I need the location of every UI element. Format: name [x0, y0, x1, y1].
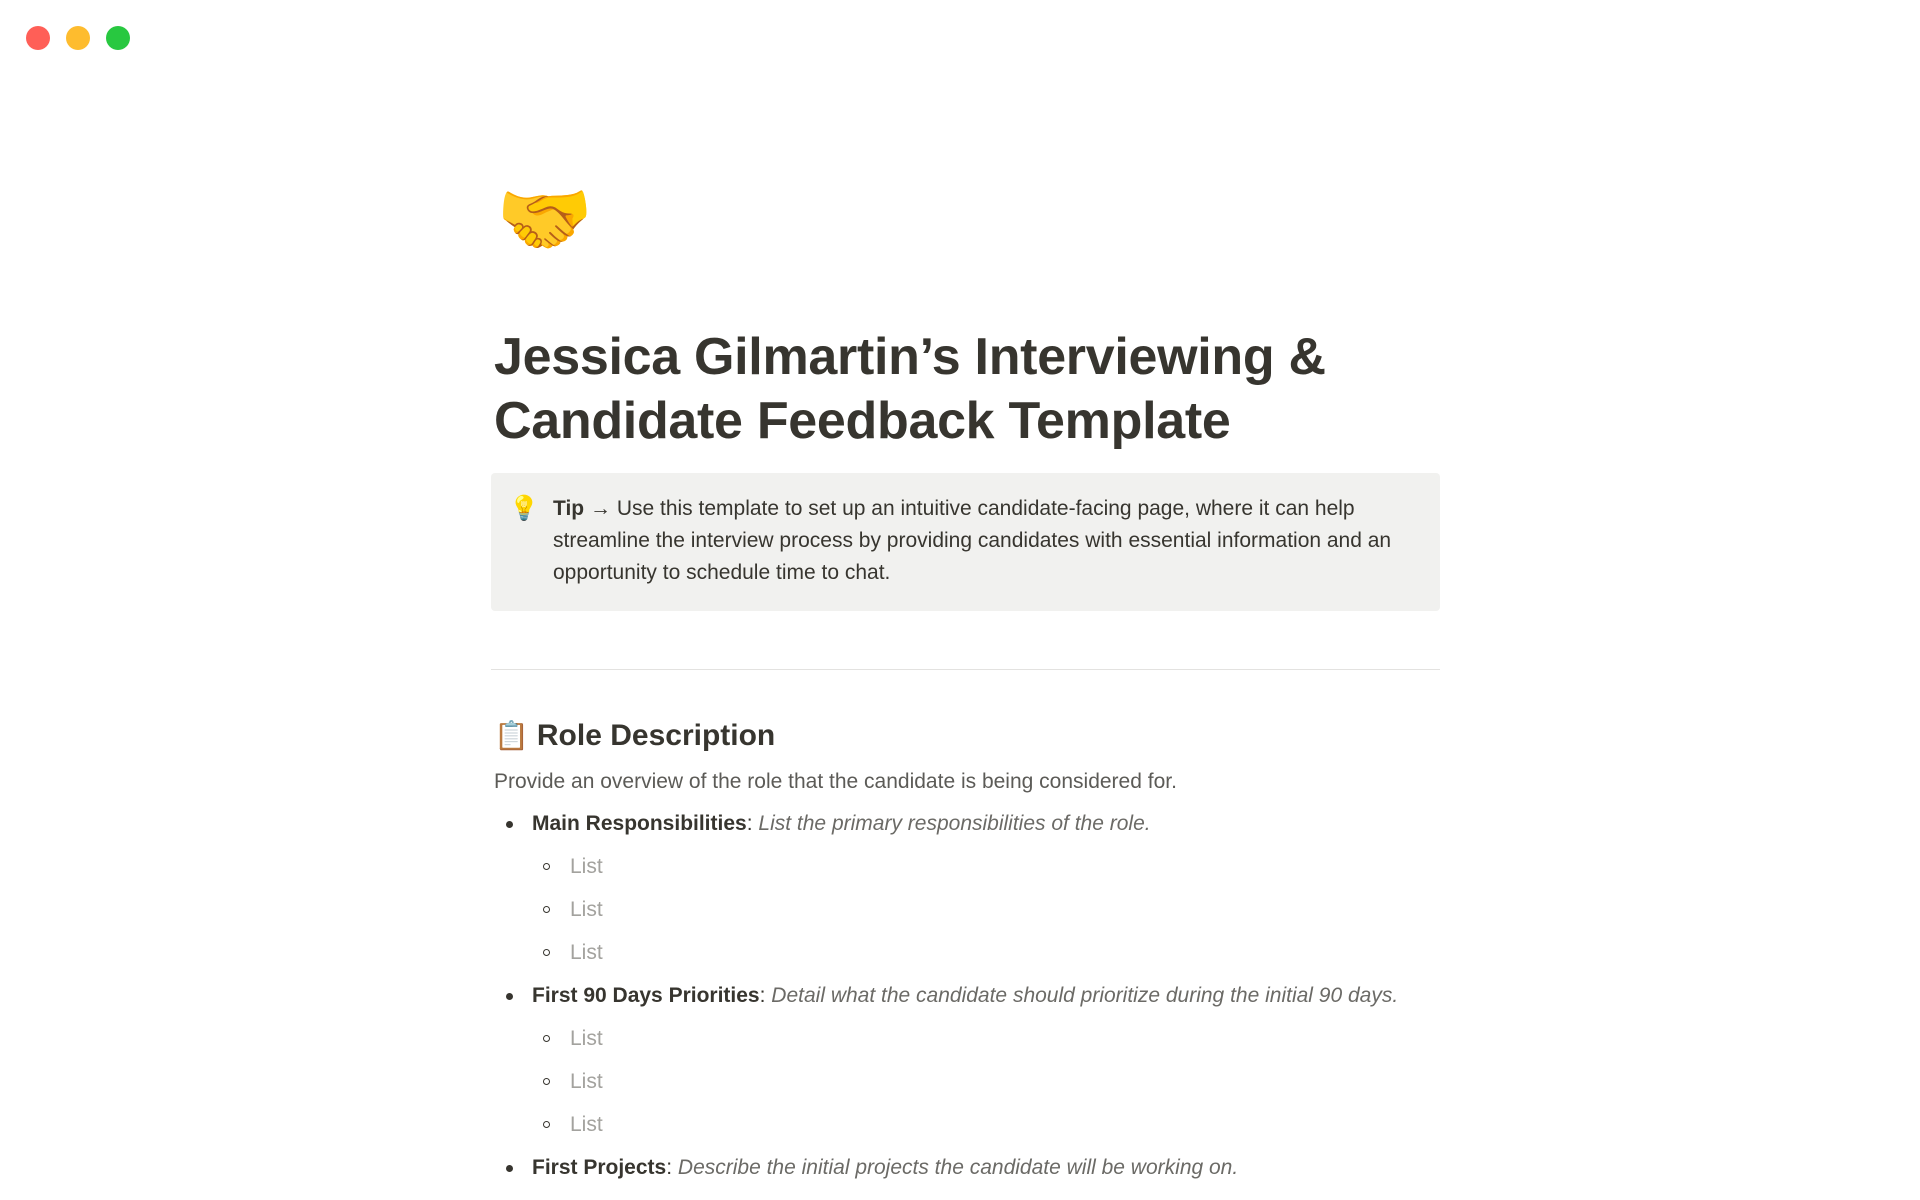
- bullet-hint: List the primary responsibilities of the role.: [758, 812, 1151, 835]
- close-window-button[interactable]: [26, 26, 50, 50]
- handshake-icon[interactable]: 🤝: [496, 175, 594, 263]
- sub-list: [532, 1023, 1444, 1141]
- page-title-line-2: Candidate Feedback Template: [494, 392, 1231, 450]
- minimize-window-button[interactable]: [66, 26, 90, 50]
- bullet-label: First Projects: [532, 1156, 667, 1179]
- bullet-colon: :: [759, 984, 766, 1007]
- bullet-label: First 90 Days Priorities: [532, 984, 760, 1007]
- bullet-hint: Detail what the candidate should prioritize during the initial 90 days.: [771, 984, 1399, 1007]
- sub-list-item[interactable]: List: [532, 1109, 1444, 1141]
- section-heading[interactable]: [494, 716, 1444, 756]
- sub-list-item[interactable]: List: [532, 1023, 1444, 1055]
- bullet-item-main-responsibilities[interactable]: [494, 808, 1444, 969]
- role-bullet-list: [494, 808, 1444, 1184]
- page-title[interactable]: [494, 325, 1444, 453]
- page-content: [494, 175, 1444, 1195]
- sub-list-item[interactable]: List: [532, 894, 1444, 926]
- window-controls: [26, 26, 130, 50]
- lightbulb-icon: 💡: [509, 495, 539, 522]
- clipboard-icon: 📋: [494, 720, 529, 751]
- sub-list: [532, 851, 1444, 969]
- arrow-right-icon: →: [589, 497, 611, 520]
- bullet-item-first-90-days[interactable]: [494, 980, 1444, 1141]
- bullet-colon: :: [666, 1156, 673, 1179]
- sub-list-item[interactable]: List: [532, 1066, 1444, 1098]
- sub-list-item[interactable]: List: [532, 851, 1444, 883]
- callout-label: Tip: [553, 497, 585, 520]
- sub-list-item[interactable]: List: [532, 937, 1444, 969]
- callout-text: [553, 493, 1416, 589]
- page-title-line-1: Jessica Gilmartin’s Interviewing &: [494, 328, 1326, 386]
- divider: [491, 669, 1440, 670]
- callout-body: Use this template to set up an intuitive candidate-facing page, where it can help streamline the interview process by providing candidates with essential information and an opportunity to schedule time to chat.: [553, 497, 1392, 584]
- section-description: Provide an overview of the role that the candidate is being considered for.: [494, 770, 1177, 793]
- bullet-label: Main Responsibilities: [532, 812, 747, 835]
- section-heading-text: Role Description: [536, 719, 776, 752]
- bullet-hint: Describe the initial projects the candidate will be working on.: [677, 1156, 1239, 1179]
- maximize-window-button[interactable]: [106, 26, 130, 50]
- bullet-colon: :: [746, 812, 753, 835]
- bullet-item-first-projects[interactable]: [494, 1152, 1444, 1184]
- tip-callout[interactable]: [491, 473, 1440, 611]
